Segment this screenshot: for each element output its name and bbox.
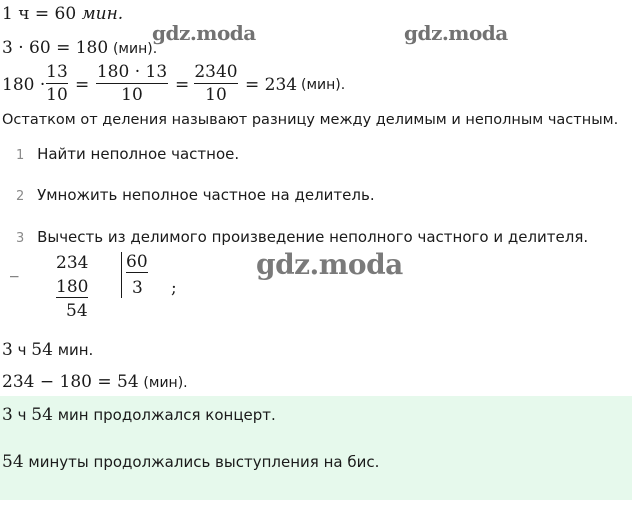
equals-sign: = — [75, 75, 90, 95]
equals-sign: = — [175, 75, 190, 95]
division-bracket — [121, 252, 122, 298]
equation-minutes — [2, 38, 157, 58]
step-number: 2 — [16, 189, 25, 204]
equation-hours-unit: мин. — [81, 4, 124, 24]
step-number: 1 — [16, 148, 25, 163]
dividend: 234 — [56, 253, 89, 273]
fraction-lead: 180 · — [2, 75, 46, 95]
answer-text: мин продолжался концерт. — [57, 406, 276, 424]
result-calc-expr: 234 − 180 = 54 — [2, 372, 139, 392]
fraction-1 — [46, 62, 68, 105]
step-number: 3 — [16, 231, 25, 246]
fraction-bar — [46, 83, 68, 84]
minus-sign: _ — [10, 258, 19, 278]
equation-hours — [2, 4, 123, 24]
step-text: Умножить неполное частное на делитель. — [37, 186, 375, 204]
fraction-1-denominator: 10 — [46, 85, 68, 105]
watermark: gdz.moda — [256, 248, 403, 281]
equation-minutes-unit: (мин). — [112, 41, 158, 57]
fraction-3-numerator: 2340 — [194, 62, 238, 82]
answer-concert — [2, 405, 276, 425]
step-item — [16, 145, 239, 163]
result-minutes: 54 — [31, 340, 53, 360]
answer-text: ч — [17, 406, 27, 424]
fraction-bar — [96, 83, 168, 84]
step-text: Найти неполное частное. — [37, 145, 240, 163]
subtrahend: 180 — [56, 277, 89, 297]
fraction-unit: (мин). — [301, 77, 346, 93]
fraction-2-numerator: 180 · 13 — [96, 62, 168, 82]
result-calc-unit: (мин). — [143, 375, 188, 391]
watermark: gdz.moda — [404, 21, 508, 45]
equation-hours-lhs: 1 ч = 60 — [2, 4, 77, 24]
quotient: 3 — [132, 278, 143, 298]
result-minutes-unit: мин. — [57, 341, 94, 359]
semicolon: ; — [171, 278, 177, 298]
divisor: 60 — [126, 252, 148, 272]
answer-text: минуты продолжались выступления на бис. — [28, 453, 380, 471]
fraction-2 — [96, 62, 168, 105]
fraction-3-denominator: 10 — [205, 85, 227, 105]
remainder-definition: Остатком от деления называют разницу между делимым и неполным частным. — [2, 112, 619, 128]
result-calc — [2, 372, 188, 392]
equation-minutes-expr: 3 · 60 = 180 — [2, 38, 109, 58]
result-time — [2, 340, 93, 360]
fraction-result: = 234 — [245, 75, 298, 95]
fraction-bar — [194, 83, 238, 84]
fraction-2-denominator: 10 — [121, 85, 143, 105]
fraction-3 — [194, 62, 238, 105]
result-hours: 3 — [2, 340, 13, 360]
answer-number: 54 — [2, 452, 24, 472]
answer-number: 54 — [31, 405, 53, 425]
answer-encore — [2, 452, 379, 472]
step-item — [16, 186, 375, 204]
result-hours-unit: ч — [17, 341, 27, 359]
fraction-1-numerator: 13 — [46, 62, 68, 82]
step-item — [16, 228, 588, 246]
watermark: gdz.moda — [152, 21, 256, 45]
remainder: 54 — [66, 301, 88, 321]
step-text: Вычесть из делимого произведение неполного частного и делителя. — [37, 228, 589, 246]
answer-number: 3 — [2, 405, 13, 425]
